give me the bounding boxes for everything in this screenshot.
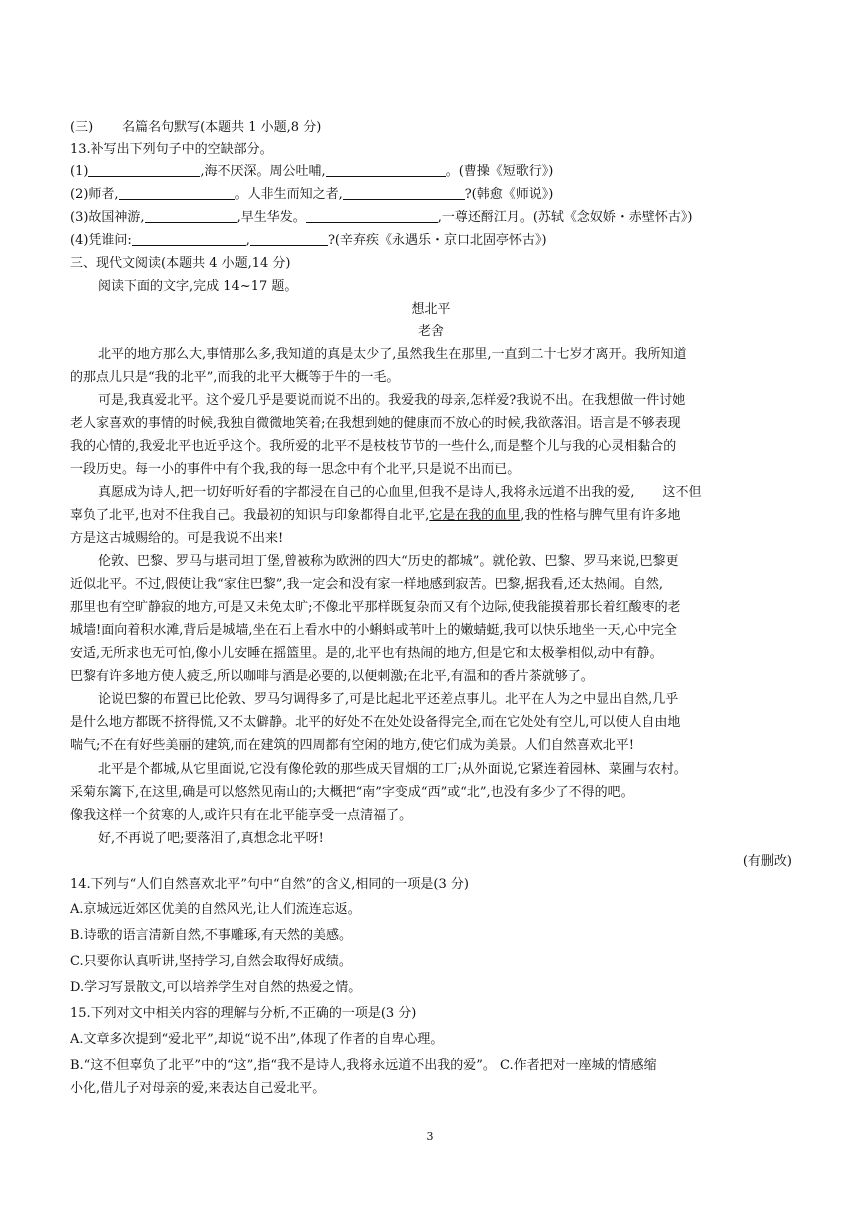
text-span: A.京城远近郊区优美的 <box>70 902 201 917</box>
text-span: 风光,让人们流连忘返。 <box>226 902 361 917</box>
text-span: 喘气;不在有好些美丽的建筑,而在建筑的四周都有空闲的地方,使它们成为美景。人们 <box>70 738 551 753</box>
emphasis-dot-char: 然 <box>175 875 188 895</box>
text-span: 不但 <box>675 485 702 500</box>
q15-option-c-cont: 小化,借儿子对母亲的爱,来表达自己爱北平。 <box>70 1081 326 1096</box>
paragraph-line <box>70 736 792 756</box>
emphasis-dot-char: 自 <box>175 926 188 946</box>
text-span: 喜欢北平”句中“自然”的含义,相同的一项是(3 分) <box>188 877 469 892</box>
q13-1-label: (1) <box>70 164 89 179</box>
emphasis-dot-char: 自 <box>201 900 214 920</box>
paragraph-line: 北平是个都城,从它里面说,它没有像伦敦的那些成天冒烟的工厂;从外面说,它紧连着园林、菜圃与农村。 <box>98 762 687 777</box>
q13-item-4 <box>70 231 792 251</box>
essay-author: 老舍 <box>417 324 444 339</box>
text-span: ”,指“我不是诗人,我将永远道不出我的爱”。 C.作者把对一座城的情感缩 <box>246 1058 657 1073</box>
emphasis-dot-char: 这 <box>635 483 676 503</box>
paragraph-line: 的那点儿只是“我的北平”,而我的北平大概等于牛的一毛。 <box>70 370 400 385</box>
section-title-reading: 三、现代文阅读(本题共 4 小题,14 分) <box>70 256 291 271</box>
q13-item-1 <box>70 162 792 182</box>
underlined-phrase: 它是在我的血里 <box>429 508 521 523</box>
paragraph-line: 我的心情的,我爱北平也近乎这个。我所爱的北平不是枝枝节节的一些什么,而是整个儿与我的心灵相黏合的 <box>70 439 677 454</box>
emphasis-dot-char: 然 <box>564 736 577 756</box>
text-span: 喜欢北平! <box>576 738 634 753</box>
section-title-poetry: (三) 名篇名句默写(本题共 1 小题,8 分) <box>70 120 322 135</box>
q13-2-source: ?(韩愈《师说》) <box>464 187 554 202</box>
paragraph-line: 好,不再说了吧;要落泪了,真想念北平呀! <box>98 831 324 846</box>
text-span: ,不事雕琢,有天然的美感。 <box>200 928 352 943</box>
paragraph-line: 方是这古城赐给的。可是我说不出来! <box>70 531 284 546</box>
answer-blank[interactable] <box>326 162 446 177</box>
paragraph-line: 伦敦、巴黎、罗马与堪司坦丁堡,曾被称为欧洲的四大“历史的都城”。就伦敦、巴黎、罗马来说,巴黎更 <box>98 554 679 569</box>
text-span: C.只要你认真听讲,坚持学习, <box>70 954 235 969</box>
text-span: ,我的性格与脾气里有许多地 <box>520 508 681 523</box>
q15-option-b[interactable] <box>70 1056 792 1076</box>
q13-3-text: ,早生华发。 <box>236 210 306 225</box>
q13-2-text: 。人非生而知之者, <box>234 187 343 202</box>
question-13: 13.补写出下列句子中的空缺部分。 <box>70 142 273 157</box>
q13-4-text: , <box>245 233 250 248</box>
text-span: 辜负了北平,也对不住我自己。我最初的知识与印象都得自北平, <box>70 508 430 523</box>
emphasis-dot-char: 然 <box>248 952 261 972</box>
q13-3-label: (3)故国神游, <box>70 210 145 225</box>
text-span: 15.下列对文中相关内容的理解与分析, <box>70 1006 290 1021</box>
text-span: B.“这不但辜负了北平”中的“ <box>70 1058 234 1073</box>
paragraph-line: 城墙!面向着积水滩,背后是城墙,坐在石上看水中的小蝌蚪或苇叶上的嫩蜻蜓,我可以快乐地坐一天,心中完全 <box>70 623 677 638</box>
text-span: 会取得好成绩。 <box>260 954 352 969</box>
q13-item-2 <box>70 185 792 205</box>
question-14 <box>70 875 792 895</box>
answer-blank[interactable] <box>343 185 465 200</box>
question-15 <box>70 1004 792 1024</box>
emphasis-dot-char: 自 <box>551 736 564 756</box>
answer-blank[interactable] <box>119 185 235 200</box>
emphasis-dot-char: 自 <box>257 978 270 998</box>
answer-blank[interactable] <box>250 231 328 246</box>
paragraph-line: 采菊东篱下,在这里,确是可以悠然见南山的;大概把“南”字变成“西”或“北”,也没有多少了不得的吧。 <box>70 785 634 800</box>
q13-4-label: (4)凭谁问: <box>70 233 132 248</box>
q14-option-a[interactable] <box>70 900 792 920</box>
q14-option-b[interactable] <box>70 926 792 946</box>
paragraph-line: 安适,无所求也无可怕,像小儿安睡在摇篮里。是的,北平也有热闹的地方,但是它和太极拳相似,动中有静。 <box>70 646 663 661</box>
q14-option-d[interactable] <box>70 978 792 998</box>
q13-4-source: ?(辛弃疾《永遇乐・京口北固亭怀古》) <box>327 233 547 248</box>
emphasis-dot-char: 然 <box>214 900 227 920</box>
paragraph-line: 巴黎有许多地方使人疲乏,所以咖啡与酒是必要的,以便刺激;在北平,有温和的香片茶就够了。 <box>70 669 594 684</box>
q13-2-label: (2)师者, <box>70 187 119 202</box>
answer-blank[interactable] <box>145 208 237 223</box>
paragraph-line: 是什么地方都既不挤得慌,又不太僻静。北平的好处不在处处设备得完全,而在它处处有空儿,可以使人自由地 <box>70 715 681 730</box>
emphasis-dot-char: 自 <box>235 952 248 972</box>
text-span: 真愿成为诗人,把一切好听好看的字都浸在自己的心血里,但我不是诗人,我将永远道不出我的爱, <box>98 485 635 500</box>
paragraph-line: 像我这样一个贫寒的人,或许只有在北平能享受一点清福了。 <box>70 808 413 823</box>
answer-blank[interactable] <box>306 208 438 223</box>
revision-note: (有删改) <box>742 854 792 869</box>
emphasis-dot-char: 然 <box>270 978 283 998</box>
q15-option-a[interactable]: A.文章多次提到“爱北平”,却说“说不出”,体现了作者的自卑心理。 <box>70 1032 444 1047</box>
q14-option-c[interactable] <box>70 952 792 972</box>
essay-title: 想北平 <box>411 302 451 317</box>
text-span: B.诗歌的语言清新 <box>70 928 175 943</box>
text-span: 正确的一项是(3 分) <box>302 1006 417 1021</box>
paragraph-line <box>70 506 792 526</box>
paragraph-line: 北平的地方那么大,事情那么多,我知道的真是太少了,虽然我生在那里,一直到二十七岁才离开。我所知道 <box>98 347 687 362</box>
answer-blank[interactable] <box>88 162 200 177</box>
q13-item-3 <box>70 208 792 228</box>
reading-instruction: 阅读下面的文字,完成 14~17 题。 <box>98 279 298 294</box>
q13-1-source: 。(曹操《短歌行》) <box>445 164 554 179</box>
paragraph-line <box>70 483 792 503</box>
paragraph-line: 那里也有空旷静寂的地方,可是又未免太旷;不像北平那样既复杂而又有个边际,使我能摸着那长着红酸枣的老 <box>70 600 681 615</box>
text-span: 的热爱之情。 <box>283 980 362 995</box>
emphasis-dot-char: 不 <box>290 1004 303 1024</box>
paragraph-line: 一段历史。每一小的事件中有个我,我的每一思念中有个北平,只是说不出而已。 <box>70 462 521 477</box>
page-number: 3 <box>426 1130 434 1143</box>
q13-3-source: ,一尊还酹江月。(苏轼《念奴娇・赤壁怀古》) <box>437 210 693 225</box>
answer-blank[interactable] <box>132 231 246 246</box>
emphasis-dot-char: 这 <box>234 1056 247 1076</box>
paragraph-line: 老人家喜欢的事情的时候,我独自微微地笑着;在我想到她的健康而不放心的时候,我欲落泪。语言是不够表现 <box>70 416 681 431</box>
q13-1-text: ,海不厌深。周公吐哺, <box>200 164 326 179</box>
paragraph-line: 近似北平。不过,假使让我“家住巴黎”,我一定会和没有家一样地感到寂苦。巴黎,据我看,还太热闹。自然, <box>70 577 663 592</box>
emphasis-dot-char: 自 <box>162 875 175 895</box>
paragraph-line: 可是,我真爱北平。这个爱几乎是要说而说不出的。我爱我的母亲,怎样爱?我说不出。在我想做一件讨她 <box>98 393 686 408</box>
emphasis-dot-char: 然 <box>188 926 201 946</box>
paragraph-line: 论说巴黎的布置已比伦敦、罗马匀调得多了,可是比起北平还差点事儿。北平在人为之中显出自然,几乎 <box>98 692 679 707</box>
text-span: 14.下列与“人们 <box>70 877 163 892</box>
text-span: D.学习写景散文,可以培养学生对 <box>70 980 258 995</box>
